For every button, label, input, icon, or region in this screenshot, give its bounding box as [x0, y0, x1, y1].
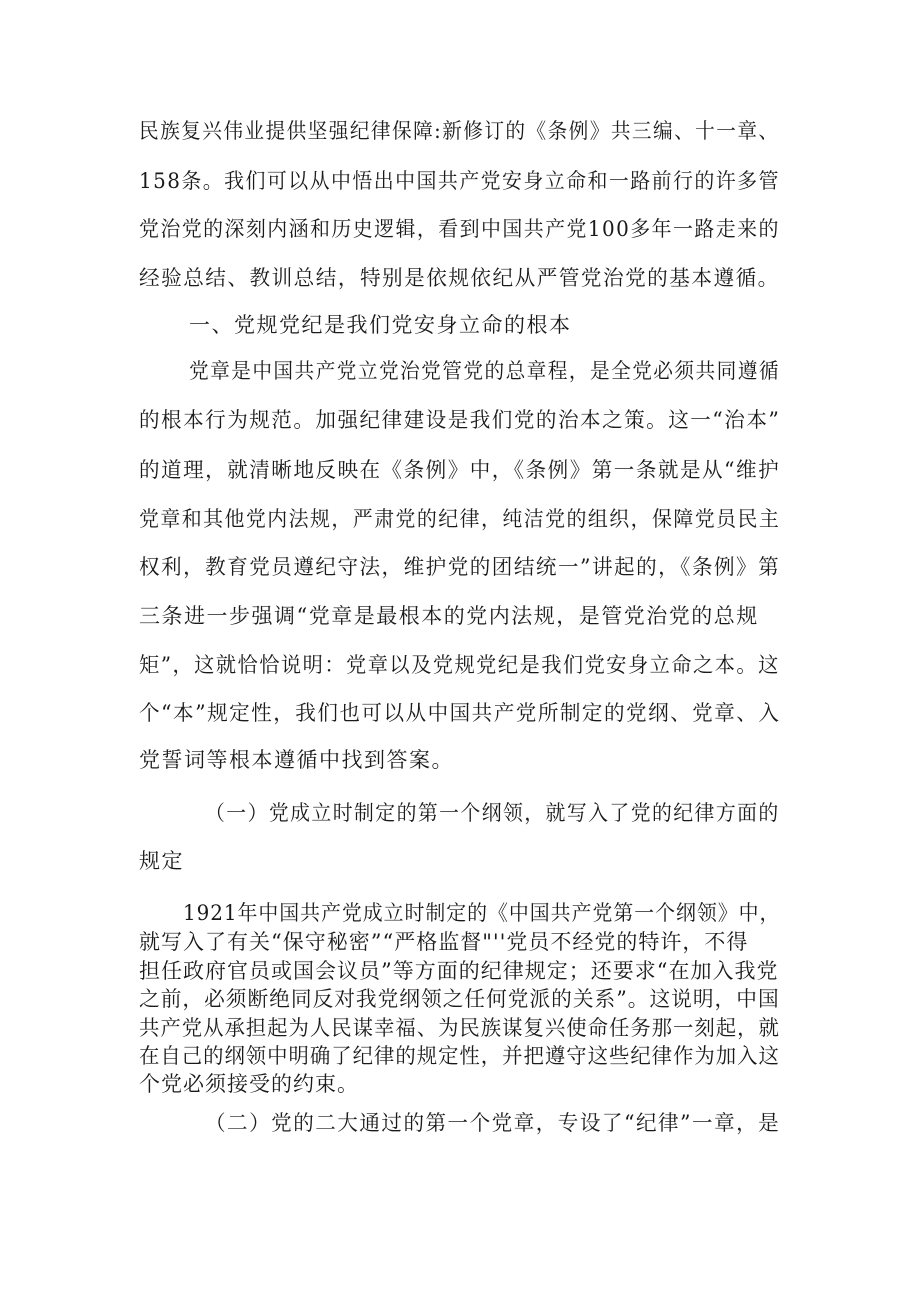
- paragraph-line: 就写入了有关“保守秘密”“严格监督"''党员不经党的特许，不得: [139, 930, 749, 954]
- paragraph-line: 党治党的深刻内涵和历史逻辑，看到中国共产党100多年一路走来的: [139, 217, 780, 241]
- paragraph-line: 三条进一步强调“党章是最根本的党内法规，是管党治党的总规: [139, 604, 759, 628]
- paragraph-line: 共产党从承担起为人民谋幸福、为民族谋复兴使命任务那一刻起，就: [139, 1016, 780, 1040]
- paragraph-line: 矩”，这就恰恰说明：党章以及党规党纪是我们党安身立命之本。这: [139, 653, 780, 677]
- paragraph-line: 党誓词等根本遵循中找到答案。: [139, 748, 454, 772]
- paragraph-line: 1921年中国共产党成立时制定的《中国共产党第一个纲领》中，: [183, 901, 781, 925]
- subsection-heading: （一）党成立时制定的第一个纲领，就写入了党的纪律方面的: [205, 801, 780, 825]
- paragraph-line: 党章是中国共产党立党治党管党的总章程，是全党必须共同遵循: [189, 359, 780, 383]
- paragraph-line: 民族复兴伟业提供坚强纪律保障:新修订的《条例》共三编、十一章、: [139, 119, 780, 143]
- paragraph-line: 在自己的纲领中明确了纪律的规定性，并把遵守这些纪律作为加入这: [139, 1044, 780, 1068]
- section-heading: 一、党规党纪是我们党安身立命的根本: [189, 313, 572, 337]
- paragraph-line: 个“本”规定性，我们也可以从中国共产党所制定的党纲、党章、入: [139, 701, 781, 725]
- paragraph-line: 经验总结、教训总结，特别是依规依纪从严管党治党的基本遵循。: [139, 266, 780, 290]
- paragraph-line: 权利，教育党员遵纪守法，维护党的团结统一”讲起的，《条例》第: [139, 555, 781, 579]
- paragraph-line: 的根本行为规范。加强纪律建设是我们党的治本之策。这一“治本”: [139, 408, 781, 432]
- subsection-heading: （二）党的二大通过的第一个党章，专设了“纪律”一章，是: [205, 1111, 781, 1135]
- subsection-heading: 规定: [139, 849, 184, 873]
- paragraph-line: 党章和其他党内法规，严肃党的纪律，纯洁党的组织，保障党员民主: [139, 507, 781, 531]
- paragraph-line: 担任政府官员或国会议员”等方面的纪律规定；还要求“在加入我党: [139, 959, 779, 983]
- paragraph-line: 个党必须接受的约束。: [139, 1072, 359, 1096]
- paragraph-line: 之前，必须断绝同反对我党纲领之任何党派的关系”。这说明，中国: [139, 987, 780, 1011]
- paragraph-line: 的道理，就清晰地反映在《条例》中，《条例》第一条就是从“维护: [139, 458, 781, 482]
- paragraph-line: 158条。我们可以从中悟出中国共产党安身立命和一路前行的许多管: [139, 169, 780, 193]
